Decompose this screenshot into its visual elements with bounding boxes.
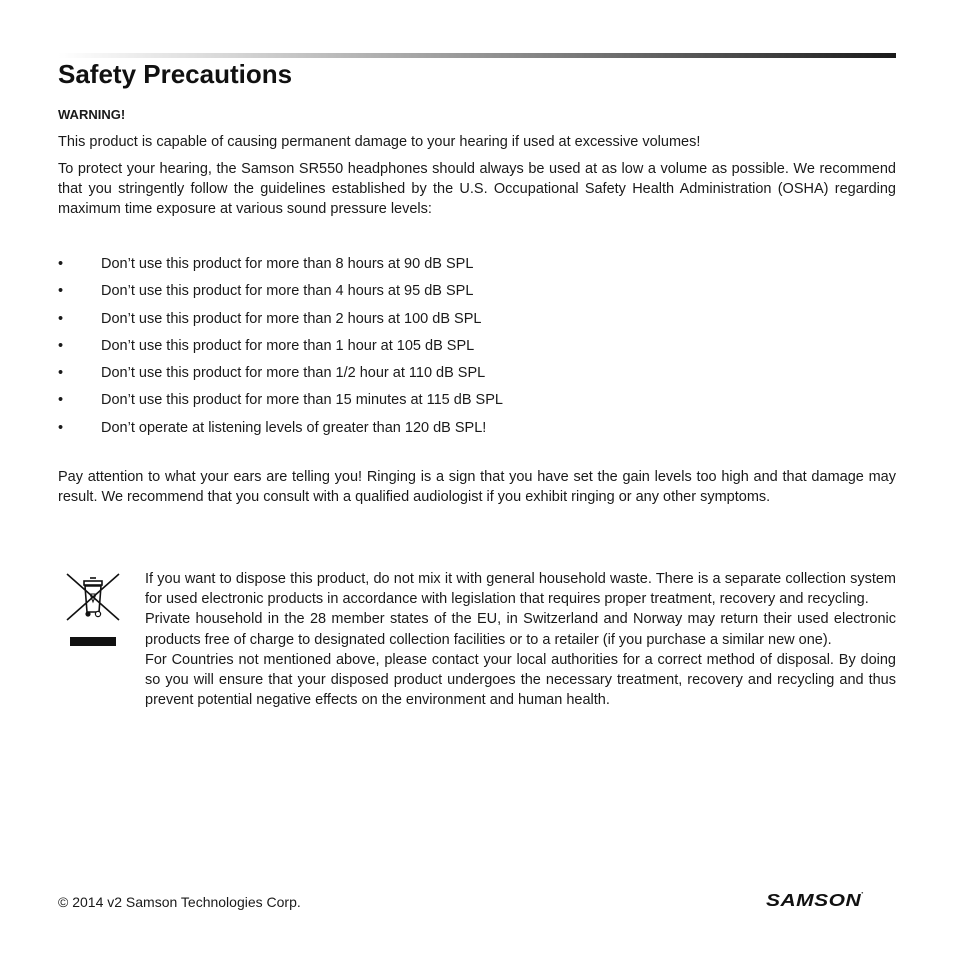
list-item — [58, 336, 896, 363]
list-item-text: Don’t use this product for more than 2 hours at 100 dB SPL — [101, 310, 482, 327]
list-item — [58, 418, 896, 445]
ringing-warning-paragraph: Pay attention to what your ears are telling you! Ringing is a sign that you have set the gain levels too high and that damage may result. We recommend that you consult with a qualified audiologist if you exhibit ringing or any other symptoms. — [58, 469, 896, 505]
list-item — [58, 363, 896, 390]
weee-underline-bar — [70, 637, 116, 646]
page-title: Safety Precautions — [58, 59, 293, 89]
disposal-section — [145, 569, 896, 710]
bullet-dot: • — [58, 392, 64, 409]
bullet-dot: • — [58, 337, 64, 354]
list-item — [58, 254, 896, 281]
list-item-text: Don’t use this product for more than 15 minutes at 115 dB SPL — [101, 392, 503, 409]
list-item-text: Don’t use this product for more than 8 hours at 90 dB SPL — [101, 256, 474, 272]
bullet-dot: • — [58, 310, 64, 327]
list-item-text: Don’t operate at listening levels of greater than 120 dB SPL! — [101, 419, 487, 436]
warning-label: WARNING! — [58, 107, 126, 122]
bullet-dot: • — [58, 365, 64, 382]
crossed-out-wheelie-bin-icon — [64, 572, 122, 622]
list-item-text: Don’t use this product for more than 1/2 hour at 110 dB SPL — [101, 365, 486, 382]
header-rule — [58, 53, 896, 58]
list-item-text: Don’t use this product for more than 1 hour at 105 dB SPL — [101, 337, 475, 354]
bullet-dot: • — [58, 256, 64, 272]
list-item — [58, 309, 896, 336]
logo-text: SAMSON — [766, 891, 862, 910]
osha-guidelines-paragraph: To protect your hearing, the Samson SR550 headphones should always be used at as low a volume as possible. We recommend that you stringently follow the guidelines established by the U.S. Occupational Safety Health Administration (OSHA) regarding maximum time exposure at various sound pressure levels: — [58, 161, 896, 217]
bullet-dot: • — [58, 283, 64, 300]
exposure-limits-list — [58, 254, 896, 445]
disposal-paragraph: For Countries not mentioned above, please contact your local authorities for a correct method of disposal. By doing so you will ensure that your disposed product undergoes the necessary treatment, recovery and recycling and thus prevent potential negative effects on the environment and human health. — [145, 651, 896, 709]
disposal-paragraph: Private household in the 28 member states of the EU, in Switzerland and Norway may return their used electronic products free of charge to designated collection facilities or to a retailer (if you purchase a similar new one). — [145, 611, 896, 648]
registered-mark: • — [861, 891, 864, 896]
list-item — [58, 281, 896, 308]
bullet-dot: • — [58, 419, 64, 436]
hearing-damage-paragraph: This product is capable of causing permanent damage to your hearing if used at excessive volumes! — [58, 134, 701, 150]
samson-logo — [766, 891, 864, 911]
list-item-text: Don’t use this product for more than 4 hours at 95 dB SPL — [101, 283, 474, 300]
disposal-paragraph: If you want to dispose this product, do not mix it with general household waste. There is a separate collection system for used electronic products in accordance with legislation that requires proper treatment, recovery and recycling. — [145, 571, 896, 608]
list-item — [58, 390, 896, 417]
copyright-notice: © 2014 v2 Samson Technologies Corp. — [58, 894, 301, 910]
